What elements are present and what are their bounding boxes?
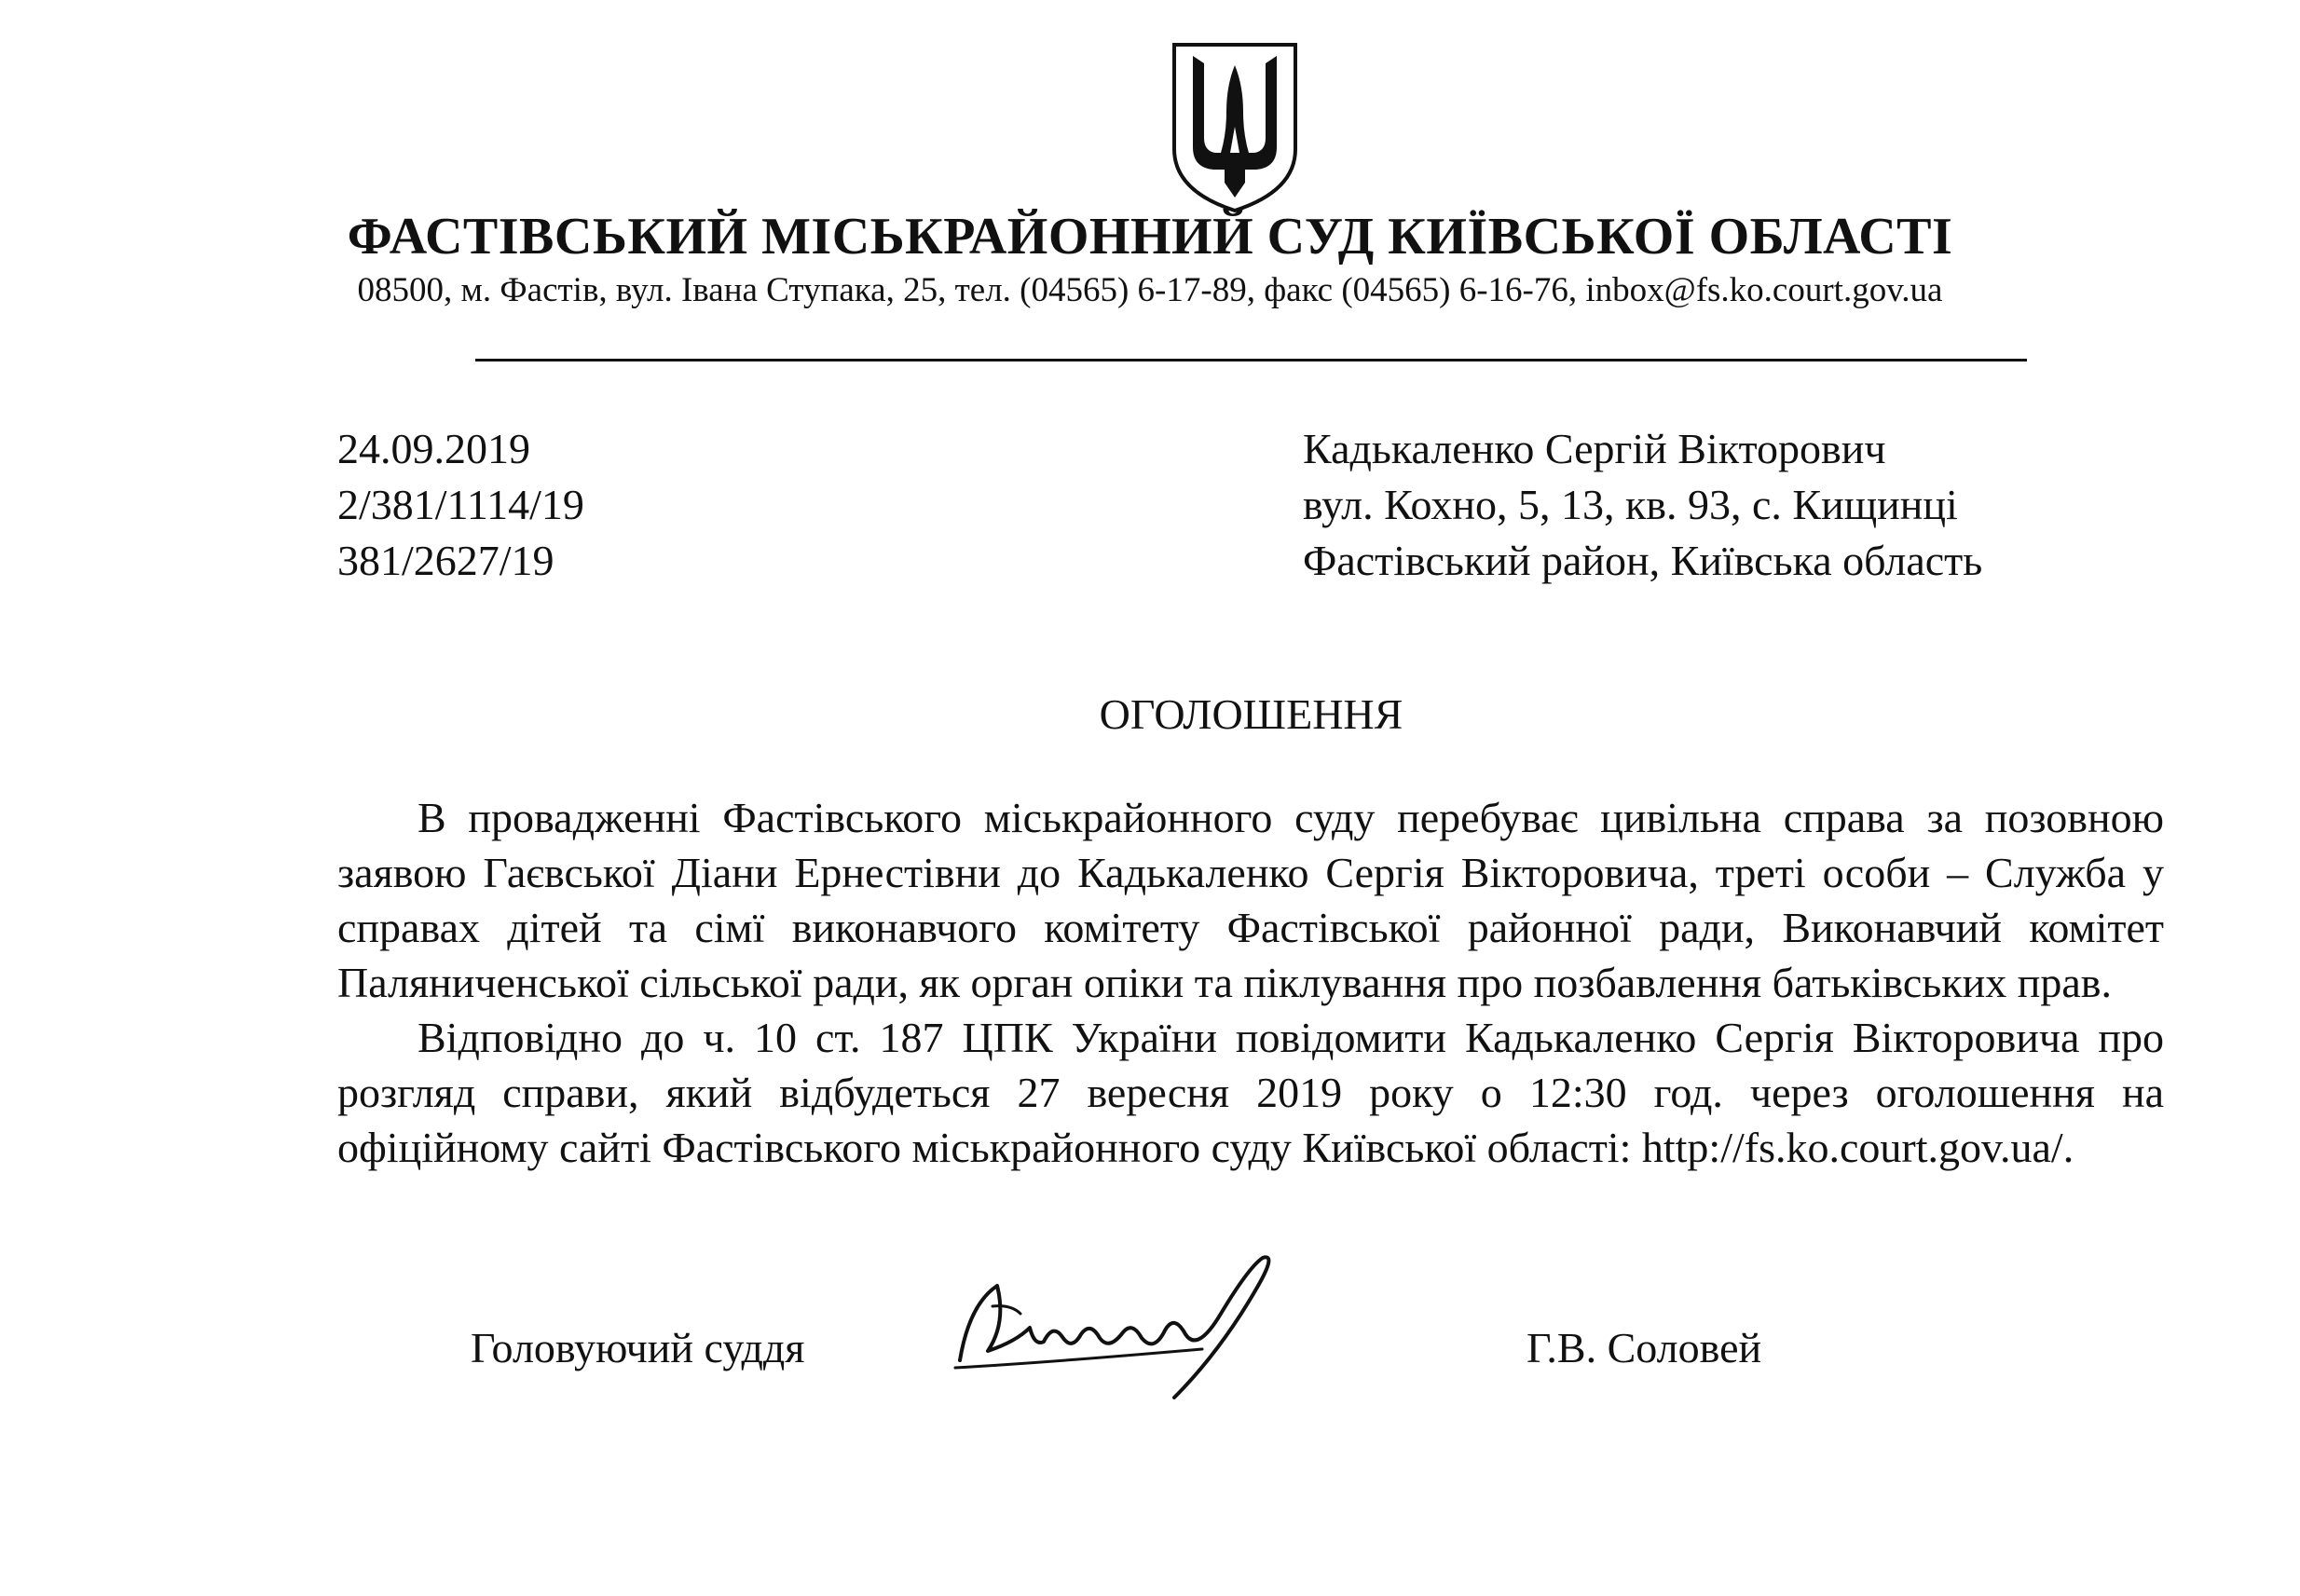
signatory-role: Головуючий суддя bbox=[471, 1324, 805, 1371]
outgoing-number: 2/381/1114/19 bbox=[337, 481, 584, 528]
court-address: 08500, м. Фастів, вул. Івана Ступака, 25, тел. (04565) 6-17-89, факс (04565) 6-16-76, inbox@fs.ko.court.gov.ua bbox=[357, 271, 1943, 309]
document-title: ОГОЛОШЕННЯ bbox=[1099, 690, 1403, 738]
court-name: ФАСТІВСЬКИЙ МІСЬКРАЙОННИЙ СУД КИЇВСЬКОЇ ОБЛАСТІ bbox=[347, 208, 1953, 266]
addressee-street: вул. Кохно, 5, 13, кв. 93, с. Кищинці bbox=[1303, 481, 1958, 528]
document-body bbox=[337, 790, 2164, 1175]
body-paragraph-1: В провадженні Фастівського міськрайонного суду перебуває цивільна справа за позовною заявою Гаєвської Діани Ернестівни до Кадькаленко Сергія Вікторовича, треті особи – Служба у справах дітей та сімї виконавчого комітету Фастівської районної ради, Виконавчий комітет Паляниченської сільської ради, як орган опіки та піклування про позбавлення батьківських прав. bbox=[337, 794, 2164, 1006]
case-number: 381/2627/19 bbox=[337, 537, 554, 584]
signatory-name: Г.В. Соловей bbox=[1526, 1324, 1762, 1371]
addressee-region: Фастівський район, Київська область bbox=[1303, 537, 1983, 584]
trident-emblem-icon bbox=[1165, 37, 1305, 214]
header-divider bbox=[475, 359, 2027, 361]
addressee-name: Кадькаленко Сергій Вікторович bbox=[1303, 425, 1886, 472]
body-paragraph-2: Відповідно до ч. 10 ст. 187 ЦПК України повідомити Кадькаленко Сергія Вікторовича про розгляд справи, який відбудеться 27 вересня 2019 року о 12:30 год. через оголошення на офіційному сайті Фастівського міськрайонного суду Київської області: http://fs.ko.court.gov.ua/. bbox=[337, 1014, 2164, 1171]
document-date: 24.09.2019 bbox=[337, 425, 530, 472]
handwritten-signature bbox=[941, 1248, 1295, 1407]
addressee-block bbox=[1303, 421, 1982, 589]
reference-block bbox=[337, 421, 584, 589]
